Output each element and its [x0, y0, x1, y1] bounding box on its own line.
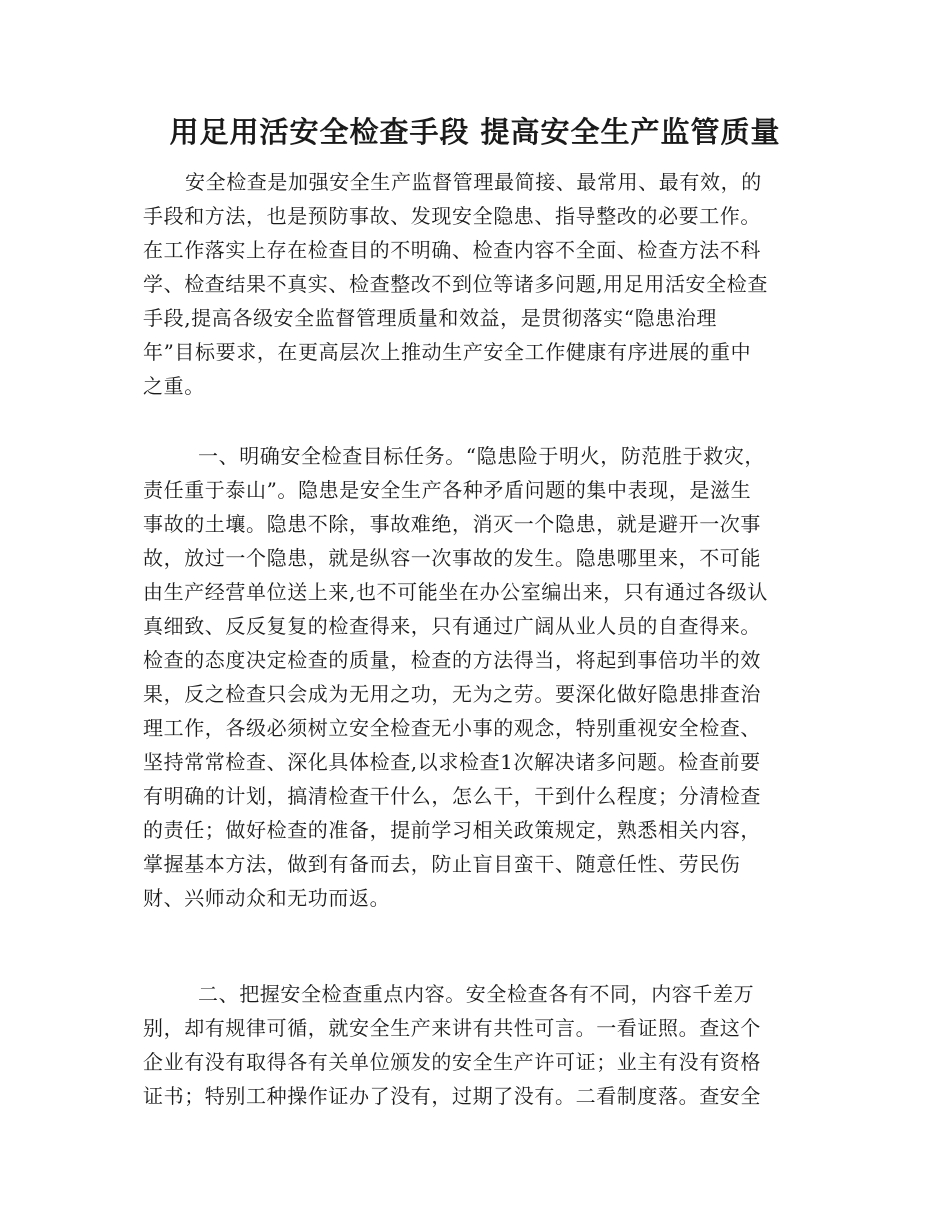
document-title: 用足用活安全检查手段 提高安全生产监管质量	[169, 115, 781, 149]
paragraph-section-2	[143, 977, 813, 1113]
paragraph-intro	[143, 165, 813, 403]
paragraph-line: 故，放过一个隐患，就是纵容一次事故的发生。隐患哪里来，不可能	[143, 546, 761, 570]
paragraph-line: 责任重于泰山”。隐患是安全生产各种矛盾问题的集中表现，是滋生	[143, 478, 752, 502]
paragraph-line: 学、检查结果不真实、检查整改不到位等诸多问题,用足用活安全检查	[143, 272, 768, 296]
paragraph-line: 理工作，各级必须树立安全检查无小事的观念，特别重视安全检查、	[143, 716, 761, 740]
paragraph-line: 果，反之检查只会成为无用之功，无为之劳。要深化做好隐患排查治	[143, 682, 761, 706]
paragraph-line: 有明确的计划，搞清检查干什么，怎么干，干到什么程度；分清检查	[143, 784, 761, 808]
paragraph-line: 在工作落实上存在检查目的不明确、检查内容不全面、检查方法不科	[143, 238, 761, 262]
paragraph-line: 真细致、反反复复的检查得来，只有通过广阔从业人员的自查得来。	[143, 614, 761, 638]
paragraph-line: 由生产经营单位送上来,也不可能坐在办公室编出来，只有通过各级认	[143, 580, 768, 604]
paragraph-line: 安全检查是加强安全生产监督管理最简接、最常用、最有效，的	[185, 170, 762, 194]
paragraph-line: 财、兴师动众和无功而返。	[143, 886, 391, 910]
paragraph-line: 企业有没有取得各有关单位颁发的安全生产许可证；业主有没有资格	[143, 1050, 761, 1074]
paragraph-line: 手段,提高各级安全监督管理质量和效益，是贯彻落实“隐患治理	[143, 306, 717, 330]
paragraph-line: 一、明确安全检查目标任务。“隐患险于明火，防范胜于救灾，	[198, 444, 766, 468]
paragraph-line: 的责任；做好检查的准备，提前学习相关政策规定，熟悉相关内容，	[143, 818, 761, 842]
paragraph-line: 年”目标要求，在更高层次上推动生产安全工作健康有序进展的重中	[143, 340, 752, 364]
paragraph-line: 证书；特别工种操作证办了没有，过期了没有。二看制度落。查安全	[143, 1084, 761, 1108]
paragraph-line: 二、把握安全检查重点内容。安全检查各有不同，内容千差万	[198, 982, 755, 1006]
paragraph-line: 掌握基本方法，做到有备而去，防止盲目蛮干、随意任性、劳民伤	[143, 852, 741, 876]
paragraph-line: 之重。	[143, 374, 205, 398]
paragraph-line: 手段和方法，也是预防事故、发现安全隐患、指导整改的必要工作。	[143, 204, 761, 228]
paragraph-line: 检查的态度决定检查的质量，检查的方法得当，将起到事倍功半的效	[143, 648, 761, 672]
paragraph-line: 事故的土壤。隐患不除，事故难绝，消灭一个隐患，就是避开一次事	[143, 512, 761, 536]
paragraph-section-1	[143, 439, 813, 915]
paragraph-line: 别，却有规律可循，就安全生产来讲有共性可言。一看证照。查这个	[143, 1016, 761, 1040]
paragraph-line: 坚持常常检查、深化具体检查,以求检查1次解决诸多问题。检查前要	[143, 750, 761, 774]
